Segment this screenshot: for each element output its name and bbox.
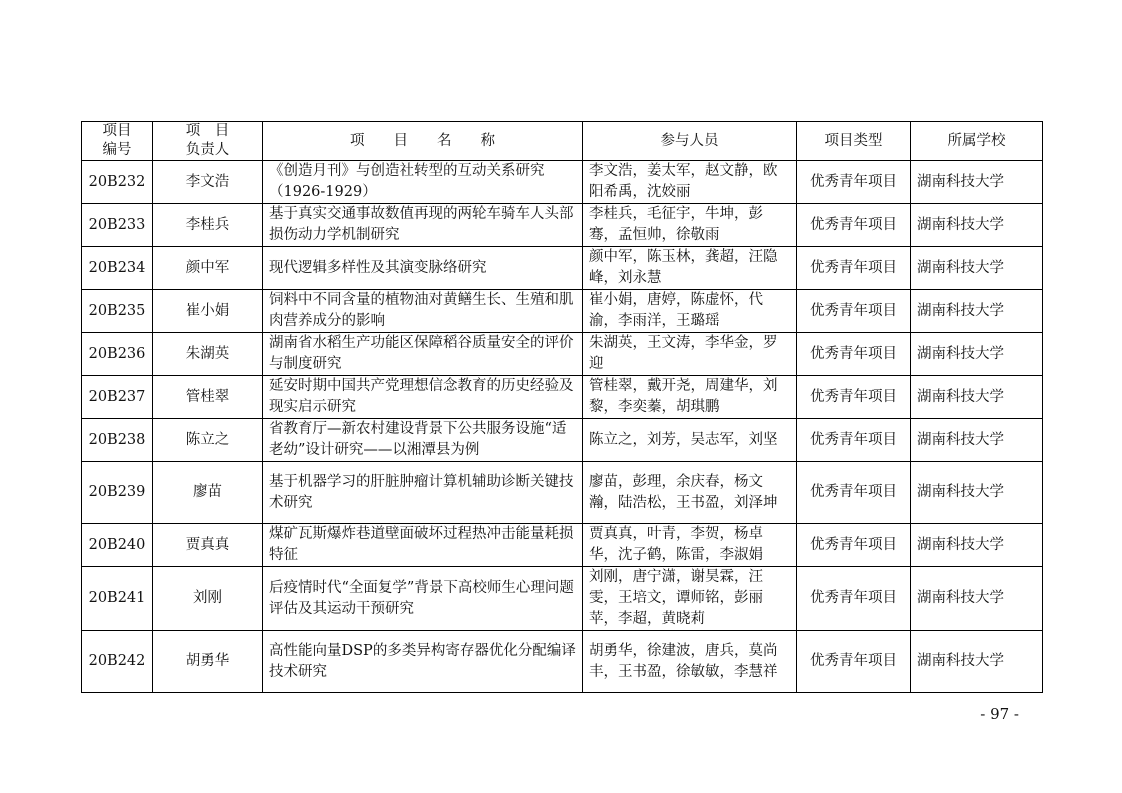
school-cell: 湖南科技大学 — [911, 290, 1043, 333]
project-name-cell: 湖南省水稻生产功能区保障稻谷质量安全的评价与制度研究 — [263, 333, 583, 376]
participants-cell: 廖苗，彭理，余庆春，杨文瀚，陆浩松，王书盈，刘泽坤 — [583, 462, 797, 524]
school-cell: 湖南科技大学 — [911, 567, 1043, 631]
participants-cell: 陈立之，刘芳，吴志军，刘坚 — [583, 419, 797, 462]
table-row — [82, 290, 1043, 333]
header-project-leader: 项 目 负责人 — [153, 122, 263, 161]
project-number-cell: 20B235 — [82, 290, 153, 333]
school-cell: 湖南科技大学 — [911, 631, 1043, 693]
table-row — [82, 333, 1043, 376]
project-type-cell: 优秀青年项目 — [797, 161, 911, 204]
project-name-cell: 基于机器学习的肝脏肿瘤计算机辅助诊断关键技术研究 — [263, 462, 583, 524]
project-number-cell: 20B237 — [82, 376, 153, 419]
school-cell: 湖南科技大学 — [911, 247, 1043, 290]
project-name-cell: 煤矿瓦斯爆炸巷道壁面破坏过程热冲击能量耗损特征 — [263, 524, 583, 567]
school-cell: 湖南科技大学 — [911, 419, 1043, 462]
participants-cell: 管桂翠，戴开尧，周建华，刘黎，李奕蓁，胡琪鹏 — [583, 376, 797, 419]
project-leader-cell: 廖苗 — [153, 462, 263, 524]
table-row — [82, 524, 1043, 567]
school-cell: 湖南科技大学 — [911, 204, 1043, 247]
project-number-cell: 20B234 — [82, 247, 153, 290]
project-number-cell: 20B238 — [82, 419, 153, 462]
table-row — [82, 204, 1043, 247]
project-type-cell: 优秀青年项目 — [797, 376, 911, 419]
participants-cell: 刘刚，唐宁潇，谢昊霖，汪雯，王培文，谭师铭，彭丽苹，李超，黄晓莉 — [583, 567, 797, 631]
header-project-name: 项 目 名 称 — [263, 122, 583, 161]
table-row — [82, 462, 1043, 524]
project-type-cell: 优秀青年项目 — [797, 204, 911, 247]
project-type-cell: 优秀青年项目 — [797, 524, 911, 567]
project-leader-cell: 李桂兵 — [153, 204, 263, 247]
table-row — [82, 567, 1043, 631]
project-number-cell: 20B241 — [82, 567, 153, 631]
table-row — [82, 161, 1043, 204]
project-leader-cell: 刘刚 — [153, 567, 263, 631]
table-header-row — [82, 122, 1043, 161]
participants-cell: 崔小娟，唐婷，陈虚怀，代渝，李雨洋，王璐瑶 — [583, 290, 797, 333]
project-number-cell: 20B232 — [82, 161, 153, 204]
project-name-cell: 后疫情时代“全面复学”背景下高校师生心理问题评估及其运动干预研究 — [263, 567, 583, 631]
project-type-cell: 优秀青年项目 — [797, 247, 911, 290]
school-cell: 湖南科技大学 — [911, 524, 1043, 567]
school-cell: 湖南科技大学 — [911, 462, 1043, 524]
project-number-cell: 20B239 — [82, 462, 153, 524]
project-table — [81, 121, 1043, 693]
project-type-cell: 优秀青年项目 — [797, 333, 911, 376]
project-number-cell: 20B242 — [82, 631, 153, 693]
project-leader-cell: 朱湖英 — [153, 333, 263, 376]
participants-cell: 李文浩，姜太军，赵文静，欧阳希禹，沈姣丽 — [583, 161, 797, 204]
header-school: 所属学校 — [911, 122, 1043, 161]
project-number-cell: 20B240 — [82, 524, 153, 567]
project-leader-cell: 管桂翠 — [153, 376, 263, 419]
project-leader-cell: 颜中军 — [153, 247, 263, 290]
table-row — [82, 631, 1043, 693]
school-cell: 湖南科技大学 — [911, 161, 1043, 204]
table-row — [82, 419, 1043, 462]
participants-cell: 颜中军，陈玉林，龚超，汪隐峰，刘永慧 — [583, 247, 797, 290]
project-number-cell: 20B233 — [82, 204, 153, 247]
table-row — [82, 247, 1043, 290]
project-number-cell: 20B236 — [82, 333, 153, 376]
project-name-cell: 现代逻辑多样性及其演变脉络研究 — [263, 247, 583, 290]
participants-cell: 贾真真，叶青，李贺，杨卓华，沈子鹤，陈雷，李淑娟 — [583, 524, 797, 567]
project-name-cell: 基于真实交通事故数值再现的两轮车骑车人头部损伤动力学机制研究 — [263, 204, 583, 247]
page-number: - 97 - — [980, 705, 1019, 723]
project-type-cell: 优秀青年项目 — [797, 462, 911, 524]
participants-cell: 李桂兵，毛征宇，牛坤，彭骞，孟恒帅，徐敬雨 — [583, 204, 797, 247]
header-project-type: 项目类型 — [797, 122, 911, 161]
project-name-cell: 饲料中不同含量的植物油对黄鳝生长、生殖和肌肉营养成分的影响 — [263, 290, 583, 333]
project-type-cell: 优秀青年项目 — [797, 631, 911, 693]
project-leader-cell: 陈立之 — [153, 419, 263, 462]
project-name-cell: 《创造月刊》与创造社转型的互动关系研究（1926-1929） — [263, 161, 583, 204]
participants-cell: 朱湖英，王文涛，李华金，罗迎 — [583, 333, 797, 376]
project-leader-cell: 胡勇华 — [153, 631, 263, 693]
school-cell: 湖南科技大学 — [911, 376, 1043, 419]
project-name-cell: 延安时期中国共产党理想信念教育的历史经验及现实启示研究 — [263, 376, 583, 419]
participants-cell: 胡勇华，徐建波，唐兵，莫尚丰，王书盈，徐敏敏，李慧祥 — [583, 631, 797, 693]
table-row — [82, 376, 1043, 419]
school-cell: 湖南科技大学 — [911, 333, 1043, 376]
project-leader-cell: 崔小娟 — [153, 290, 263, 333]
project-type-cell: 优秀青年项目 — [797, 290, 911, 333]
header-project-number: 项目 编号 — [82, 122, 153, 161]
project-name-cell: 省教育厅—新农村建设背景下公共服务设施“适老幼”设计研究——以湘潭县为例 — [263, 419, 583, 462]
project-type-cell: 优秀青年项目 — [797, 419, 911, 462]
header-participants: 参与人员 — [583, 122, 797, 161]
project-name-cell: 高性能向量DSP的多类异构寄存器优化分配编译技术研究 — [263, 631, 583, 693]
project-leader-cell: 李文浩 — [153, 161, 263, 204]
project-leader-cell: 贾真真 — [153, 524, 263, 567]
project-type-cell: 优秀青年项目 — [797, 567, 911, 631]
